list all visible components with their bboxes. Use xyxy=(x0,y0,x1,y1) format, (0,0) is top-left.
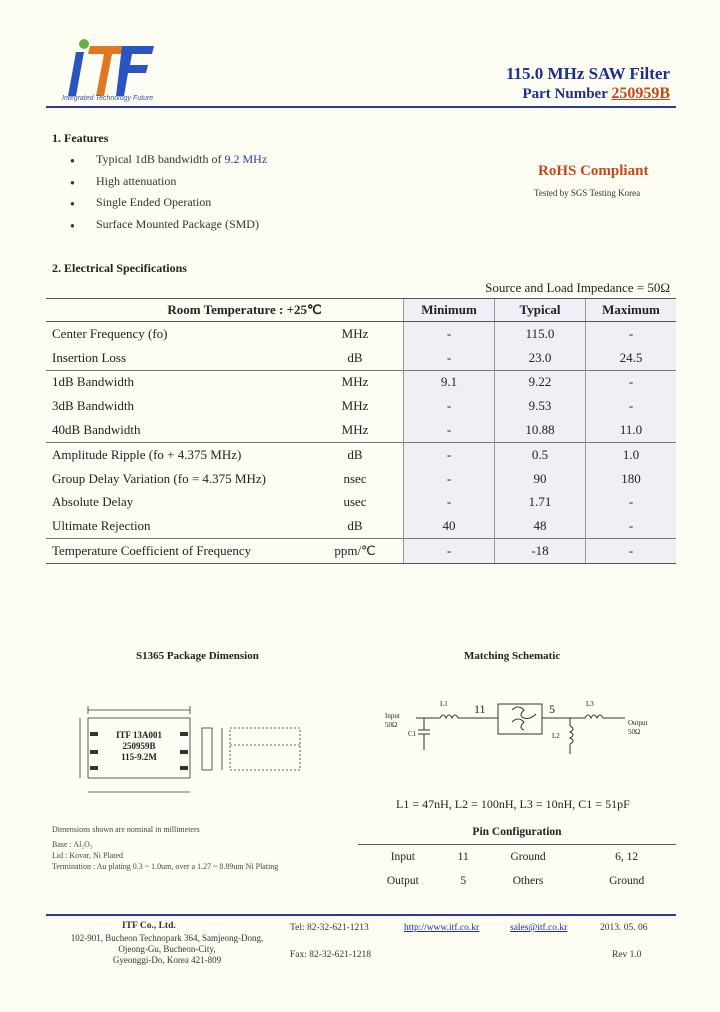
package-heading: S1365 Package Dimension xyxy=(136,650,259,662)
l2-label: L2 xyxy=(552,732,560,740)
spec-row: Temperature Coefficient of Frequency ppm/℃ - -18 - xyxy=(46,539,676,564)
pin-config-heading: Pin Configuration xyxy=(358,820,676,845)
feature-item: ● Single Ended Operation xyxy=(70,195,212,209)
company-address: 102-901, Bucheon Technopark 364, Samjeong-Dong, Ojeong-Gu, Bucheon-City, Gyeonggi-Do, Korea 421-809 xyxy=(70,933,264,965)
spec-table xyxy=(46,298,676,564)
spec-row: Center Frequency (fo) MHz - 115.0 - xyxy=(46,322,676,346)
website-link[interactable]: http://www.itf.co.kr xyxy=(404,923,480,933)
l3-label: L3 xyxy=(586,700,594,708)
l1-label: L1 xyxy=(440,700,448,708)
spec-row: Absolute Delay usec - 1.71 - xyxy=(46,491,676,515)
part-number: 250959B xyxy=(611,85,670,102)
matching-heading: Matching Schematic xyxy=(464,650,561,662)
output-port-label: Output 50Ω xyxy=(628,719,648,736)
revision: Rev 1.0 xyxy=(612,950,642,960)
spec-row: 40dB Bandwidth MHz - 10.88 11.0 xyxy=(46,418,676,442)
feature-item: ● Surface Mounted Package (SMD) xyxy=(70,217,259,231)
spec-row: 3dB Bandwidth MHz - 9.53 - xyxy=(46,394,676,418)
input-port-label: Input 50Ω xyxy=(385,712,400,729)
footer-rule xyxy=(46,914,676,916)
typ-header: Typical xyxy=(495,299,586,322)
c1-label: C1 xyxy=(408,730,417,738)
pin-config-table xyxy=(358,820,676,893)
spec-row: Amplitude Ripple (fo + 4.375 MHz) dB - 0.5 1.0 xyxy=(46,442,676,466)
bandwidth-highlight: 9.2 MHz xyxy=(224,152,268,166)
company-name: ITF Co., Ltd. xyxy=(122,921,176,931)
document-date: 2013. 05. 06 xyxy=(600,923,648,933)
feature-item: ● High attenuation xyxy=(70,174,177,188)
input-pin-label: 11 xyxy=(474,702,486,716)
package-drawing xyxy=(50,700,320,810)
tel-number: Tel: 82-32-621-1213 xyxy=(290,923,369,933)
spec-row: Insertion Loss dB - 23.0 24.5 xyxy=(46,346,676,370)
pin-config-header xyxy=(358,820,676,845)
spec-row: 1dB Bandwidth MHz 9.1 9.22 - xyxy=(46,370,676,394)
spec-row: Group Delay Variation (fo = 4.375 MHz) nsec - 90 180 xyxy=(46,467,676,491)
electrical-heading: 2. Electrical Specifications xyxy=(52,261,187,275)
rohs-badge: RoHS Compliant xyxy=(538,163,649,179)
tested-by: Tested by SGS Testing Korea xyxy=(534,188,641,198)
component-values: L1 = 47nH, L2 = 100nH, L3 = 10nH, C1 = 51pF xyxy=(396,797,630,811)
max-header: Maximum xyxy=(586,299,677,322)
document-title: 115.0 MHz SAW Filter xyxy=(506,64,670,83)
features-heading: 1. Features xyxy=(52,131,109,145)
package-marking: ITF 13A001 250959B 115-9.2M xyxy=(116,730,162,762)
min-header: Minimum xyxy=(404,299,495,322)
spec-row: Ultimate Rejection dB 40 48 - xyxy=(46,514,676,538)
logo-subtitle: Integrated Technology Future xyxy=(62,95,154,102)
email-link[interactable]: sales@itf.co.kr xyxy=(510,923,568,933)
room-temp-header: Room Temperature : +25℃ xyxy=(46,299,404,322)
fax-number: Fax: 82-32-621-1218 xyxy=(290,950,372,960)
part-number-label: Part Number xyxy=(522,86,608,102)
package-notes: Dimensions shown are nominal in millimeters Base : Al₂O₃ Lid : Kovar, Ni Plated Termination : Au plating 0.3 ~ 1.0um, over a 1.27 ~ 8.89um Ni Plating xyxy=(52,825,279,871)
feature-item: ● Typical 1dB bandwidth of 9.2 MHz xyxy=(70,152,268,166)
itf-logo xyxy=(62,38,157,100)
impedance-note: Source and Load Impedance = 50Ω xyxy=(485,280,670,295)
output-pin-label: 5 xyxy=(549,702,555,716)
pin-row: Output 5 Others Ground xyxy=(386,875,645,887)
header-rule xyxy=(46,106,676,108)
pin-row: Input 11 Ground 6, 12 xyxy=(390,851,639,863)
part-number-line xyxy=(522,85,670,103)
spec-header-row xyxy=(46,299,676,322)
